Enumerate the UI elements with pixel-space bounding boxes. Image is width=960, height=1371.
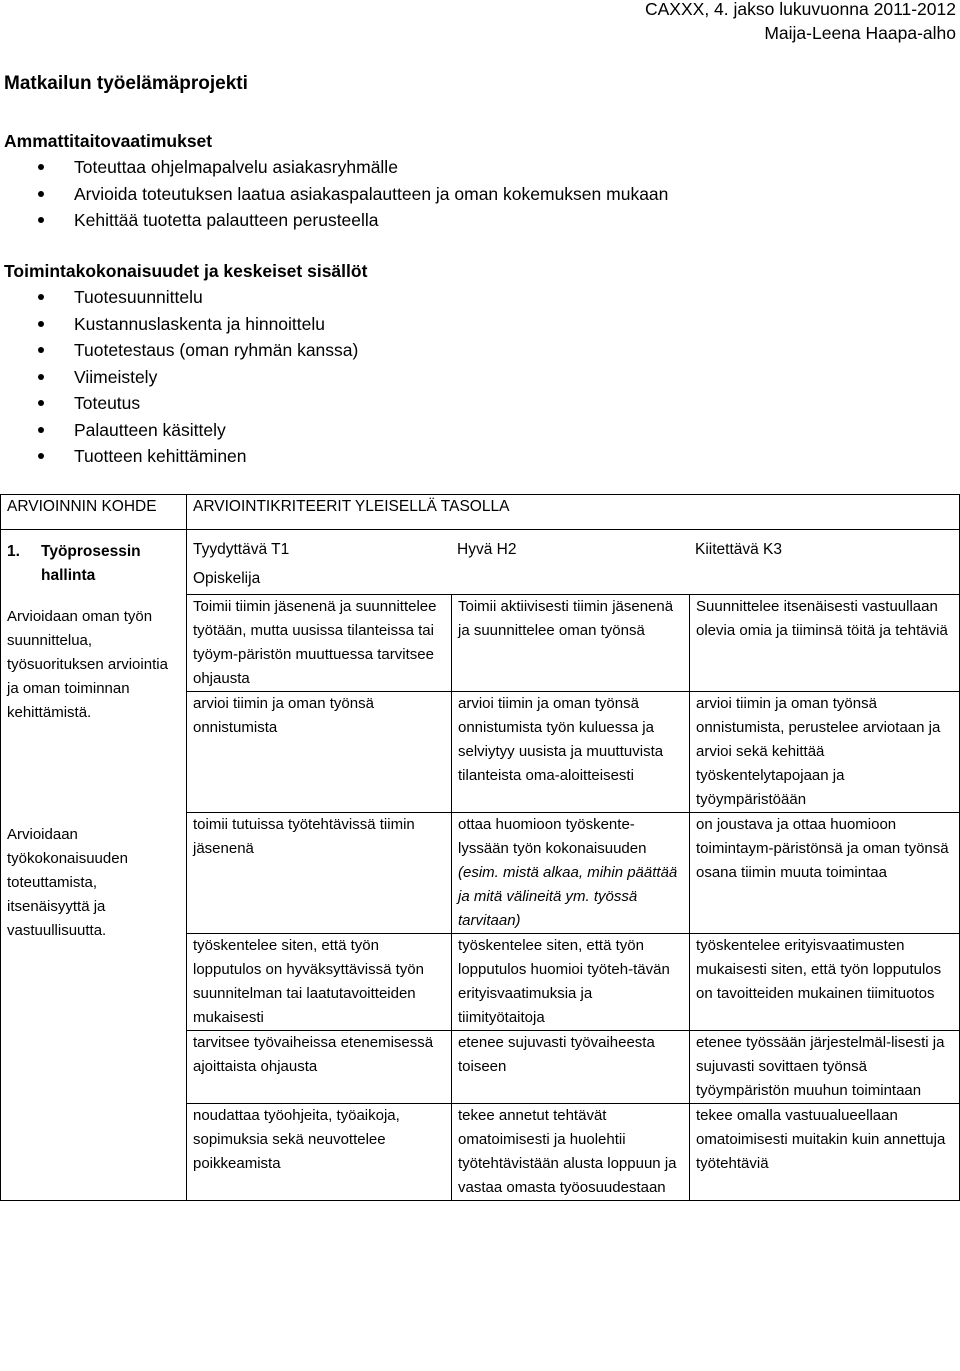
cell-h2: ottaa huomioon työskente-lyssään työn kokonaisuuden (esim. mistä alkaa, mihin päättää ja mitä välineitä ym. työssä tarvitaan) [452,813,690,934]
list-item: Tuotetestaus (oman ryhmän kanssa) [0,337,358,364]
description-2: Arvioidaan työkokonaisuuden toteuttamista, itsenäisyyttä ja vastuullisuutta. [1,813,187,1201]
document-header [645,0,956,45]
competences-heading: Ammattitaitovaatimukset [4,131,213,151]
cell-h2: työskentelee siten, että työn lopputulos huomioi työteh-tävän erityisvaatimuksia ja tiimityötaitoja [452,934,690,1031]
cell-h2: etenee sujuvasti työvaiheesta toiseen [452,1031,690,1104]
cell-t1: työskentelee siten, että työn lopputulos on hyväksyttävissä työn suunnitelman tai laatutavoitteiden mukaisesti [187,934,452,1031]
list-item: Toteutus [0,390,358,417]
header-assessment-target: ARVIOINNIN KOHDE [1,495,187,530]
cell-h2: Toimii aktiivisesti tiimin jäsenenä ja suunnittelee oman työnsä [452,595,690,692]
level-t1: Tyydyttävä T1 [193,541,290,558]
cell-k3: työskentelee erityisvaatimusten mukaisesti siten, että työn lopputulos on tavoitteiden mukainen tiimituotos [690,934,960,1031]
list-item: Arvioida toteutuksen laatua asiakaspalautteen ja oman kokemuksen mukaan [0,181,668,208]
table-row [1,530,960,595]
list-item: Tuotesuunnittelu [0,284,358,311]
competences-list [0,154,668,234]
list-item: Toteuttaa ohjelmapalvelu asiakasryhmälle [0,154,668,181]
assessment-table [0,494,960,1201]
header-criteria: ARVIOINTIKRITEERIT YLEISELLÄ TASOLLA [187,495,960,530]
criterion-number: 1. [7,543,20,560]
list-item: Kustannuslaskenta ja hinnoittelu [0,311,358,338]
level-k3: Kiitettävä K3 [695,541,783,558]
levels-cell [187,530,960,595]
cell-h2-example: (esim. mistä alkaa, mihin päättää ja mitä välineitä ym. työssä tarvitaan) [458,864,678,929]
cell-h2: arvioi tiimin ja oman työnsä onnistumista työn kuluessa ja selviytyy uusista ja muuttuvista tilanteista oma-aloitteisesti [452,692,690,813]
document-title: Matkailun työelämäprojekti [4,73,248,94]
description-1: Arvioidaan oman työn suunnittelua, työsuorituksen arviointia ja oman toiminnan kehittämistä. [1,595,187,813]
list-item: Palautteen käsittely [0,417,358,444]
cell-k3: tekee omalla vastuualueellaan omatoimisesti muitakin kuin annettuja työtehtäviä [690,1104,960,1201]
cell-t1: noudattaa työohjeita, työaikoja, sopimuksia sekä neuvottelee poikkeamista [187,1104,452,1201]
cell-k3: etenee työssään järjestelmäl-lisesti ja sujuvasti sovittaen työnsä työympäristön muuhun toimintaan [690,1031,960,1104]
cell-k3: arvioi tiimin ja oman työnsä onnistumista, perustelee arviotaan ja arvioi sekä kehittää työskentelytapojaan ja työympäristöään [690,692,960,813]
level-h2: Hyvä H2 [457,541,517,558]
course-code: CAXXX, 4. jakso lukuvuonna 2011-2012 [645,0,956,19]
cell-t1: Toimii tiimin jäsenenä ja suunnittelee työtään, mutta uusissa tilanteissa tai työym-päristön muuttuessa tarvitsee ohjausta [187,595,452,692]
teacher-name: Maija-Leena Haapa-alho [764,23,956,43]
table-row [1,813,960,934]
list-item: Tuotteen kehittäminen [0,443,358,470]
table-header-row [1,495,960,530]
cell-t1: tarvitsee työvaiheissa etenemisessä ajoittaista ohjausta [187,1031,452,1104]
cell-t1: toimii tutuissa työtehtävissä tiimin jäsenenä [187,813,452,934]
subject-label: Opiskelija [193,570,261,587]
list-item: Viimeistely [0,364,358,391]
cell-t1: arvioi tiimin ja oman työnsä onnistumista [187,692,452,813]
cell-h2: tekee annetut tehtävät omatoimisesti ja huolehtii työtehtävistään alusta loppuun ja vastaa omasta työosuudestaan [452,1104,690,1201]
table-row [1,595,960,692]
cell-k3: on joustava ja ottaa huomioon toimintaym-päristönsä ja oman työnsä osana tiimin muuta toimintaa [690,813,960,934]
criterion-line1: Työprosessin [41,543,141,560]
criterion-line2: hallinta [41,567,96,584]
contents-list [0,284,358,470]
list-item: Kehittää tuotetta palautteen perusteella [0,207,668,234]
criterion-name [1,530,187,595]
cell-k3: Suunnittelee itsenäisesti vastuullaan olevia omia ja tiiminsä töitä ja tehtäviä [690,595,960,692]
contents-heading: Toimintakokonaisuudet ja keskeiset sisällöt [4,261,368,281]
